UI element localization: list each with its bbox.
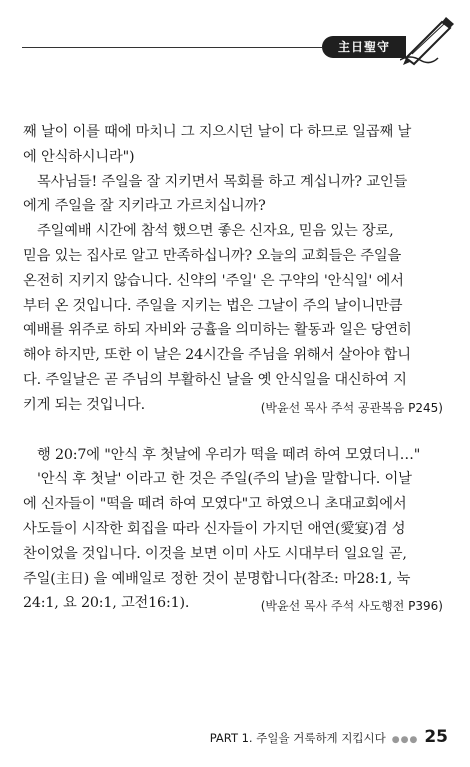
text-line: 목사님들! 주일을 잘 지키면서 목회를 하고 계십니까? 교인들: [37, 173, 408, 190]
text-line: 주일예배 시간에 참석 했으면 좋은 신자요, 믿음 있는 장로,: [37, 223, 394, 240]
page-footer: [210, 727, 448, 747]
dots-ornament: ●●●: [391, 735, 419, 745]
text-line: 에 신자들이 "떡을 떼려 하여 모였다"고 하였으니 초대교회에서: [23, 496, 407, 513]
text-line: 행 20:7에 "안식 후 첫날에 우리가 떡을 떼려 하여 모였더니…": [37, 446, 421, 463]
text-line: 다. 주일날은 곧 주님의 부활하신 날을 옛 안식일을 대신하여 지: [23, 371, 407, 388]
page-number: 25: [424, 727, 448, 747]
header-rule: [22, 47, 322, 48]
text-line: 에 안식하시니라"): [23, 148, 135, 165]
text-line: 예배를 위주로 하되 자비와 긍휼을 의미하는 활동과 일은 당연히: [23, 322, 412, 339]
pen-icon: [400, 14, 456, 66]
section-gap: [23, 418, 443, 443]
citation: (박윤선 목사 주석 공관복음 P245): [260, 400, 443, 415]
text-line: 사도들이 시작한 회집을 따라 신자들이 가지던 애연(愛宴)겸 성: [23, 520, 406, 537]
text-line: '안식 후 첫날' 이라고 한 것은 주일(주의 날)을 말합니다. 이날: [37, 471, 412, 488]
text-line: 해야 하지만, 또한 이 날은 24시간을 주님을 위해서 살아야 합니: [23, 347, 411, 364]
text-line: 째 날이 이를 때에 마치니 그 지으시던 날이 다 하므로 일곱째 날: [23, 124, 412, 140]
text-line: 키게 되는 것입니다.: [23, 396, 145, 413]
section-badge: 主日聖守: [322, 36, 406, 58]
text-line: 온전히 지키지 않습니다. 신약의 '주일' 은 구약의 '안식일' 에서: [23, 272, 404, 289]
text-line: 24:1, 요 20:1, 고전16:1).: [23, 595, 190, 612]
text-line: 주일(主日) 을 예배일로 정한 것이 분명합니다(참조: 마28:1, 눅: [23, 570, 411, 587]
text-line: 부터 온 것입니다. 주일을 지키는 법은 그날이 주의 날이니만큼: [23, 297, 403, 314]
text-line: 찬이었을 것입니다. 이것을 보면 이미 사도 시대부터 일요일 곧,: [23, 545, 407, 562]
text-line: 믿음 있는 집사로 알고 만족하십니까? 오늘의 교회들은 주일을: [23, 247, 402, 264]
text-line: 에게 주일을 잘 지키라고 가르치십니까?: [23, 198, 266, 215]
body-text: [23, 120, 443, 616]
chapter-title: PART 1. 주일을 거룩하게 지킵시다: [209, 731, 386, 745]
citation: (박윤선 목사 주석 사도행전 P396): [260, 599, 443, 614]
